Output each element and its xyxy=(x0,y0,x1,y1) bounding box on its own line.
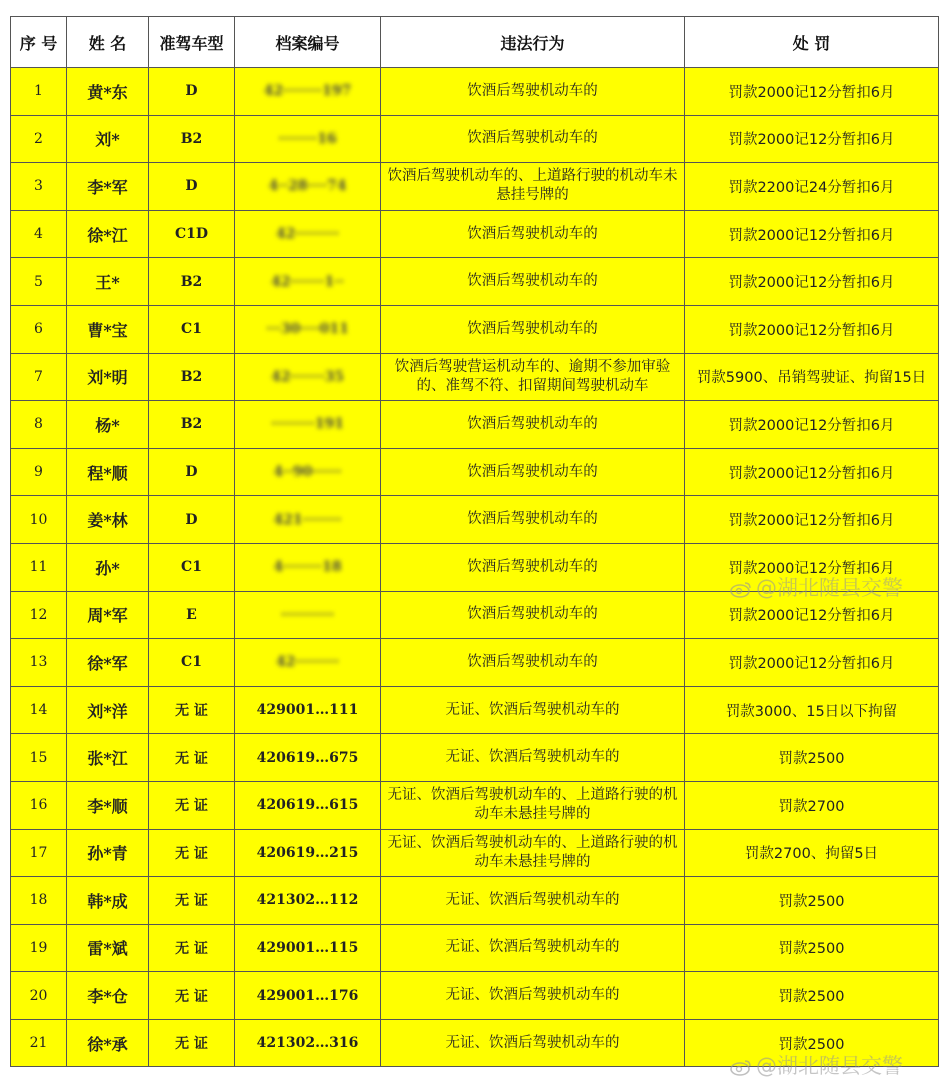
cell-violation: 饮酒后驾驶机动车的 xyxy=(381,68,685,116)
cell-penalty: 罚款2000记12分暂扣6月 xyxy=(685,305,939,353)
cell-no: 12 xyxy=(11,591,67,639)
blurred-file-no: 4··28····74 xyxy=(268,178,347,195)
cell-no: 9 xyxy=(11,448,67,496)
cell-penalty: 罚款2500 xyxy=(685,734,939,782)
cell-penalty: 罚款2700、拘留5日 xyxy=(685,829,939,877)
cell-penalty: 罚款2000记12分暂扣6月 xyxy=(685,68,939,116)
cell-file-no xyxy=(235,639,381,687)
cell-vehicle-type: B2 xyxy=(149,401,235,449)
blurred-file-no: ········16 xyxy=(278,130,337,147)
cell-no: 20 xyxy=(11,972,67,1020)
cell-no: 11 xyxy=(11,543,67,591)
cell-name: 程*顺 xyxy=(67,448,149,496)
cell-no: 3 xyxy=(11,163,67,211)
cell-file-no xyxy=(235,353,381,401)
cell-name: 李*军 xyxy=(67,163,149,211)
table-row xyxy=(11,543,939,591)
cell-vehicle-type: D xyxy=(149,496,235,544)
cell-vehicle-type: D xyxy=(149,68,235,116)
cell-violation: 饮酒后驾驶机动车的、上道路行驶的机动车未悬挂号牌的 xyxy=(381,163,685,211)
table-row xyxy=(11,68,939,116)
cell-violation: 饮酒后驾驶机动车的 xyxy=(381,448,685,496)
table-row xyxy=(11,353,939,401)
violation-table xyxy=(10,16,939,1067)
cell-no: 19 xyxy=(11,924,67,972)
header-vehicle-type: 准驾车型 xyxy=(149,17,235,68)
cell-penalty: 罚款2000记12分暂扣6月 xyxy=(685,258,939,306)
cell-vehicle-type: 无 证 xyxy=(149,781,235,829)
cell-penalty: 罚款2000记12分暂扣6月 xyxy=(685,639,939,687)
cell-violation: 饮酒后驾驶机动车的 xyxy=(381,258,685,306)
cell-vehicle-type: 无 证 xyxy=(149,972,235,1020)
cell-penalty: 罚款2000记12分暂扣6月 xyxy=(685,543,939,591)
watermark-text: @湖北随县交警 xyxy=(756,1054,903,1078)
cell-violation: 饮酒后驾驶机动车的 xyxy=(381,639,685,687)
cell-vehicle-type: D xyxy=(149,163,235,211)
cell-name: 孙* xyxy=(67,543,149,591)
cell-violation: 饮酒后驾驶机动车的 xyxy=(381,210,685,258)
cell-violation: 饮酒后驾驶机动车的 xyxy=(381,543,685,591)
blurred-file-no: ···30····011 xyxy=(266,321,349,338)
cell-file-no xyxy=(235,163,381,211)
cell-vehicle-type: D xyxy=(149,448,235,496)
blurred-file-no: 421········ xyxy=(273,511,342,528)
cell-file-no xyxy=(235,591,381,639)
cell-file-no xyxy=(235,210,381,258)
table-row xyxy=(11,781,939,829)
cell-name: 雷*斌 xyxy=(67,924,149,972)
blurred-file-no: ·········191 xyxy=(270,416,345,433)
cell-penalty: 罚款2000记12分暂扣6月 xyxy=(685,448,939,496)
cell-vehicle-type: 无 证 xyxy=(149,686,235,734)
cell-violation: 无证、饮酒后驾驶机动车的 xyxy=(381,686,685,734)
cell-file-no: 421302…316 xyxy=(235,1019,381,1067)
cell-violation: 饮酒后驾驶机动车的 xyxy=(381,115,685,163)
cell-file-no: 429001…115 xyxy=(235,924,381,972)
cell-name: 孙*青 xyxy=(67,829,149,877)
cell-vehicle-type: C1 xyxy=(149,305,235,353)
table-row xyxy=(11,639,939,687)
cell-penalty: 罚款2000记12分暂扣6月 xyxy=(685,401,939,449)
cell-no: 14 xyxy=(11,686,67,734)
cell-vehicle-type: 无 证 xyxy=(149,924,235,972)
header-penalty: 处 罚 xyxy=(685,17,939,68)
cell-vehicle-type: B2 xyxy=(149,258,235,306)
table-row xyxy=(11,877,939,925)
cell-name: 刘*明 xyxy=(67,353,149,401)
cell-violation: 无证、饮酒后驾驶机动车的 xyxy=(381,972,685,1020)
blurred-file-no: 42········197 xyxy=(263,83,352,100)
cell-violation: 无证、饮酒后驾驶机动车的、上道路行驶的机动车未悬挂号牌的 xyxy=(381,781,685,829)
table-row xyxy=(11,686,939,734)
cell-vehicle-type: 无 证 xyxy=(149,734,235,782)
header-no: 序 号 xyxy=(11,17,67,68)
cell-violation: 饮酒后驾驶机动车的 xyxy=(381,591,685,639)
cell-name: 刘* xyxy=(67,115,149,163)
cell-violation: 饮酒后驾驶营运机动车的、逾期不参加审验的、准驾不符、扣留期间驾驶机动车 xyxy=(381,353,685,401)
cell-file-no xyxy=(235,305,381,353)
table-row xyxy=(11,115,939,163)
cell-no: 4 xyxy=(11,210,67,258)
table-row xyxy=(11,496,939,544)
cell-name: 韩*成 xyxy=(67,877,149,925)
cell-penalty: 罚款2000记12分暂扣6月 xyxy=(685,115,939,163)
cell-violation: 饮酒后驾驶机动车的 xyxy=(381,496,685,544)
table-header xyxy=(11,17,939,68)
cell-vehicle-type: C1 xyxy=(149,543,235,591)
cell-violation: 无证、饮酒后驾驶机动车的、上道路行驶的机动车未悬挂号牌的 xyxy=(381,829,685,877)
cell-file-no xyxy=(235,543,381,591)
table-row xyxy=(11,401,939,449)
cell-file-no xyxy=(235,258,381,306)
cell-vehicle-type: 无 证 xyxy=(149,877,235,925)
blurred-file-no: ··········· xyxy=(280,606,335,623)
cell-violation: 无证、饮酒后驾驶机动车的 xyxy=(381,1019,685,1067)
cell-no: 6 xyxy=(11,305,67,353)
cell-file-no: 420619…675 xyxy=(235,734,381,782)
cell-no: 21 xyxy=(11,1019,67,1067)
header-name: 姓 名 xyxy=(67,17,149,68)
cell-name: 周*军 xyxy=(67,591,149,639)
cell-name: 李*顺 xyxy=(67,781,149,829)
cell-penalty: 罚款2500 xyxy=(685,924,939,972)
cell-name: 徐*承 xyxy=(67,1019,149,1067)
cell-violation: 无证、饮酒后驾驶机动车的 xyxy=(381,924,685,972)
blurred-file-no: 42········· xyxy=(275,654,340,671)
cell-name: 徐*军 xyxy=(67,639,149,687)
cell-no: 2 xyxy=(11,115,67,163)
cell-no: 13 xyxy=(11,639,67,687)
cell-name: 徐*江 xyxy=(67,210,149,258)
cell-penalty: 罚款2000记12分暂扣6月 xyxy=(685,210,939,258)
table-row xyxy=(11,305,939,353)
cell-penalty: 罚款2700 xyxy=(685,781,939,829)
table-row xyxy=(11,591,939,639)
cell-penalty: 罚款2500 xyxy=(685,1019,939,1067)
cell-violation: 无证、饮酒后驾驶机动车的 xyxy=(381,734,685,782)
cell-vehicle-type: C1D xyxy=(149,210,235,258)
cell-vehicle-type: E xyxy=(149,591,235,639)
cell-name: 姜*林 xyxy=(67,496,149,544)
cell-no: 18 xyxy=(11,877,67,925)
cell-file-no xyxy=(235,401,381,449)
table-row xyxy=(11,258,939,306)
cell-file-no: 421302…112 xyxy=(235,877,381,925)
cell-penalty: 罚款2200记24分暂扣6月 xyxy=(685,163,939,211)
cell-name: 王* xyxy=(67,258,149,306)
table-row xyxy=(11,924,939,972)
cell-vehicle-type: 无 证 xyxy=(149,829,235,877)
table-row xyxy=(11,210,939,258)
table-row xyxy=(11,448,939,496)
cell-no: 1 xyxy=(11,68,67,116)
cell-no: 15 xyxy=(11,734,67,782)
cell-file-no xyxy=(235,448,381,496)
cell-vehicle-type: 无 证 xyxy=(149,1019,235,1067)
cell-file-no: 420619…215 xyxy=(235,829,381,877)
cell-penalty: 罚款5900、吊销驾驶证、拘留15日 xyxy=(685,353,939,401)
blurred-file-no: 4··90······ xyxy=(273,464,342,481)
table-row xyxy=(11,972,939,1020)
cell-name: 黄*东 xyxy=(67,68,149,116)
cell-vehicle-type: B2 xyxy=(149,353,235,401)
cell-penalty: 罚款2000记12分暂扣6月 xyxy=(685,496,939,544)
cell-file-no: 429001…176 xyxy=(235,972,381,1020)
blurred-file-no: 4········18 xyxy=(273,559,342,576)
cell-no: 10 xyxy=(11,496,67,544)
table-row xyxy=(11,734,939,782)
cell-file-no: 429001…111 xyxy=(235,686,381,734)
cell-no: 8 xyxy=(11,401,67,449)
cell-name: 张*江 xyxy=(67,734,149,782)
blurred-file-no: 42·······35 xyxy=(270,368,345,385)
cell-penalty: 罚款2500 xyxy=(685,972,939,1020)
table-row xyxy=(11,829,939,877)
watermark-text: @湖北随县交警 xyxy=(756,576,903,600)
cell-penalty: 罚款2000记12分暂扣6月 xyxy=(685,591,939,639)
table-row xyxy=(11,163,939,211)
blurred-file-no: 42·······1·· xyxy=(270,273,345,290)
cell-name: 曹*宝 xyxy=(67,305,149,353)
cell-name: 杨* xyxy=(67,401,149,449)
cell-no: 7 xyxy=(11,353,67,401)
cell-vehicle-type: C1 xyxy=(149,639,235,687)
cell-no: 16 xyxy=(11,781,67,829)
cell-no: 17 xyxy=(11,829,67,877)
cell-file-no xyxy=(235,115,381,163)
header-file-no: 档案编号 xyxy=(235,17,381,68)
cell-no: 5 xyxy=(11,258,67,306)
cell-vehicle-type: B2 xyxy=(149,115,235,163)
cell-penalty: 罚款3000、15日以下拘留 xyxy=(685,686,939,734)
table-row xyxy=(11,1019,939,1067)
cell-name: 刘*洋 xyxy=(67,686,149,734)
header-violation: 违法行为 xyxy=(381,17,685,68)
blurred-file-no: 42········· xyxy=(275,226,340,243)
cell-file-no: 420619…615 xyxy=(235,781,381,829)
cell-file-no xyxy=(235,496,381,544)
cell-violation: 饮酒后驾驶机动车的 xyxy=(381,305,685,353)
cell-violation: 无证、饮酒后驾驶机动车的 xyxy=(381,877,685,925)
cell-name: 李*仓 xyxy=(67,972,149,1020)
cell-file-no xyxy=(235,68,381,116)
cell-penalty: 罚款2500 xyxy=(685,877,939,925)
table-body xyxy=(11,68,939,1067)
cell-violation: 饮酒后驾驶机动车的 xyxy=(381,401,685,449)
